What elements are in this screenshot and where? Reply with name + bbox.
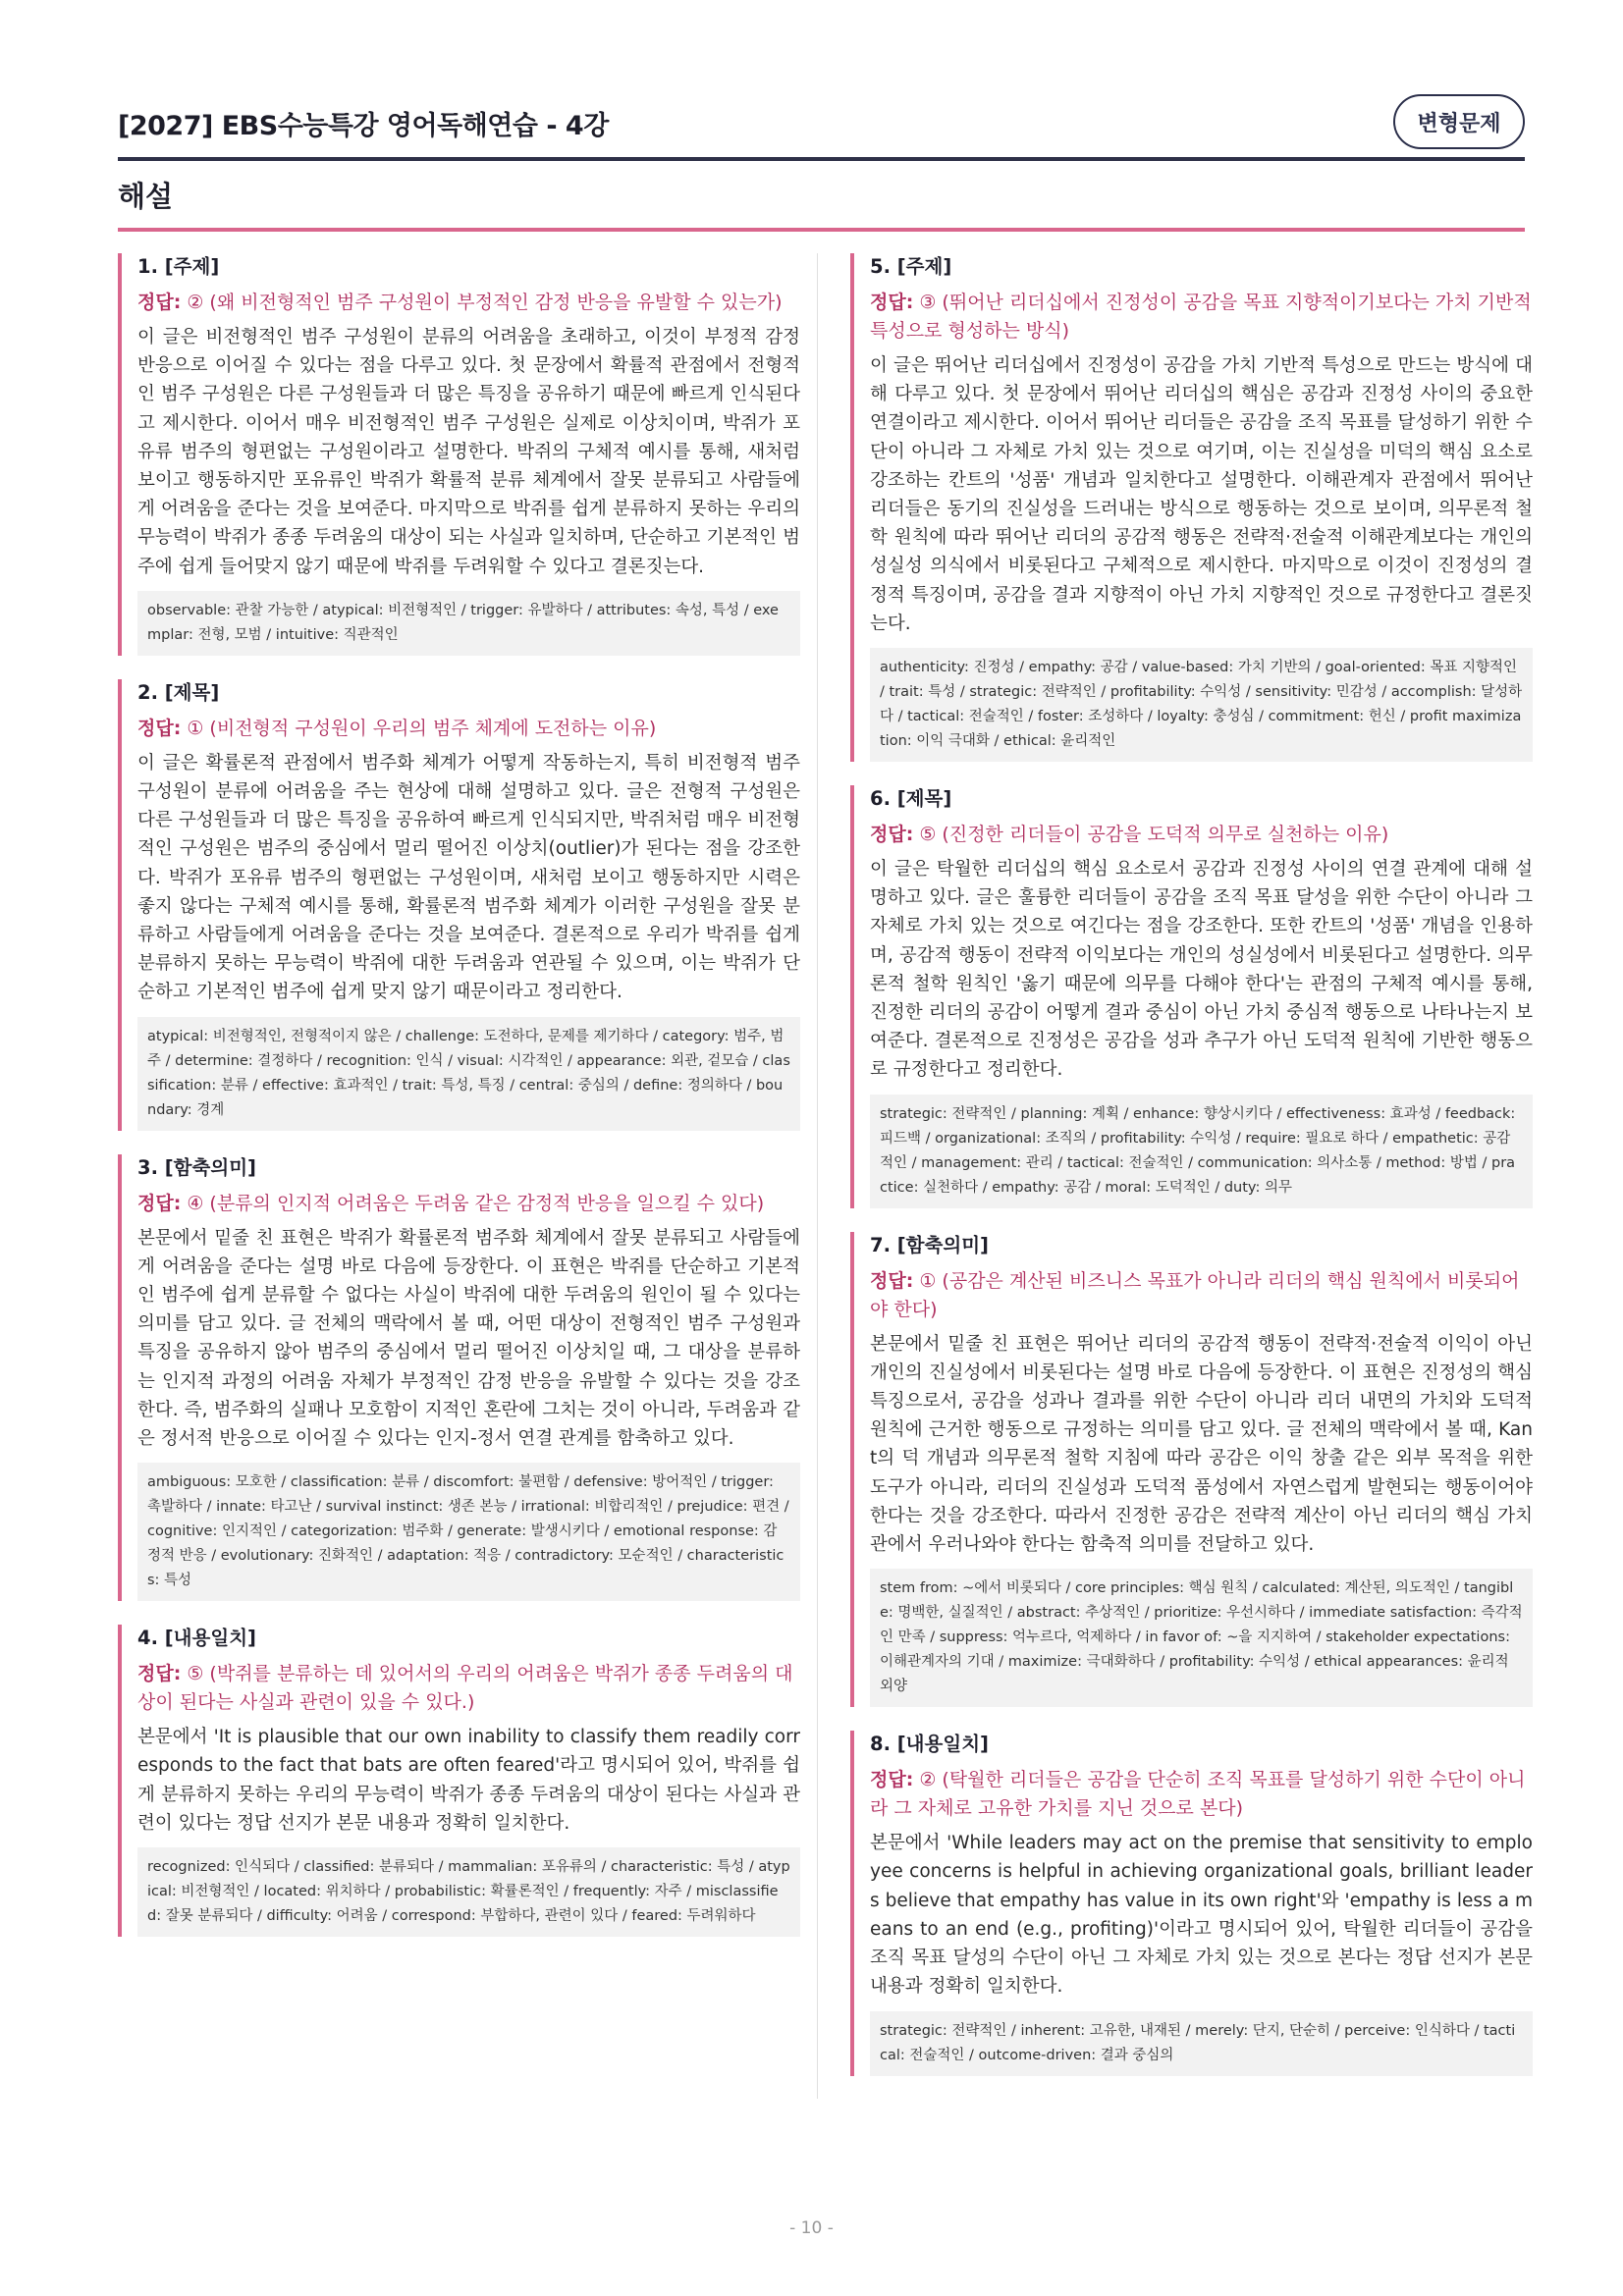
vocab-box: strategic: 전략적인 / inherent: 고유한, 내재된 / merely: 단지, 단순히 / perceive: 인식하다 / tactical: 전술적인 / outcome-driven: 결과 중심의 bbox=[870, 2011, 1533, 2076]
question-title: 5. [주제] bbox=[870, 255, 952, 278]
explanation-text: 이 글은 탁월한 리더십의 핵심 요소로서 공감과 진정성 사이의 연결 관계에 대해 설명하고 있다. 글은 훌륭한 리더들이 공감을 조직 목표 달성을 위한 수단이 아니라 그 자체로 가치 있는 것으로 여긴다는 점을 강조한다. 또한 칸트의 '성품' 개념을 인용하며, 공감적 행동이 전략적 이익보다는 개인의 성실성에서 비롯된다고 설명한다. 의무론적 철학 원칙인 '옳기 때문에 의무를 다해야 한다'는 관점의 구체적 예시를 통해, 진정한 리더의 공감이 어떻게 결과 중심이 아닌 가치 중심적 행동으로 나타나는지 보여준다. 결론적으로 진정성은 공감을 성과 추구가 아닌 도덕적 원칙에 기반한 행동으로 규정한다고 정리한다. bbox=[870, 859, 1533, 1081]
answer-label: 정답: bbox=[870, 1769, 914, 1791]
answer-label: 정답: bbox=[870, 824, 914, 846]
column-divider bbox=[817, 253, 818, 2099]
answer-line bbox=[137, 289, 800, 317]
answer-label: 정답: bbox=[137, 1192, 182, 1214]
vocab-box: atypical: 비전형적인, 전형적이지 않은 / challenge: 도전하다, 문제를 제기하다 / category: 범주, 범주 / determine: 결정하다 / recognition: 인식 / visual: 시각적인 / appearance: 외관, 겉모습 / classification: 분류 / effective: 효과적인 / trait: 특성, 특징 / central: 중심의 / define: 정의하다 / boundary: 경계 bbox=[137, 1017, 800, 1131]
answer-text: ② (왜 비전형적인 범주 구성원이 부정적인 감정 반응을 유발할 수 있는가) bbox=[187, 292, 783, 313]
vocab-box: stem from: ~에서 비롯되다 / core principles: 핵심 원칙 / calculated: 계산된, 의도적인 / tangible: 명백한, 실질적인 / abstract: 추상적인 / prioritize: 우선시하다 / immediate satisfaction: 즉각적인 만족 / suppress: 억누르다, 억제하다 / in favor of: ~을 지지하여 / stakeholder expectations: 이해관계자의 기대 / maximize: 극대화하다 / profitability: 수익성 / ethical appearances: 윤리적 외양 bbox=[870, 1569, 1533, 1707]
answer-text: ② (탁월한 리더들은 공감을 단순히 조직 목표를 달성하기 위한 수단이 아니라 그 자체로 고유한 가치를 지닌 것으로 본다) bbox=[870, 1769, 1526, 1820]
answer-label: 정답: bbox=[137, 717, 182, 739]
explanation-text: 이 글은 뛰어난 리더십에서 진정성이 공감을 가치 기반적 특성으로 만드는 방식에 대해 다루고 있다. 첫 문장에서 뛰어난 리더십의 핵심은 공감과 진정성 사이의 중요한 연결이라고 제시한다. 이어서 뛰어난 리더들은 공감을 조직 목표를 달성하기 위한 수단이 아니라 그 자체로 가치 있는 것으로 여기며, 이는 진실성을 미덕의 핵심 요소로 강조하는 칸트의 '성품' 개념과 일치한다고 설명한다. 이해관계자 관점에서 뛰어난 리더들은 동기의 진실성을 드러내는 방식으로 행동하는 것으로 보이며, 의무론적 철학 원칙에 따라 뛰어난 리더의 공감적 행동은 전략적·전술적 이해관계보다는 개인의 성실성 의식에서 비롯된다고 구체적으로 제시한다. 마지막으로 이것이 진정성의 결정적 특징이며, 공감을 결과 지향적이 아닌 가치 지향적인 것으로 규정한다고 결론짓는다. bbox=[870, 355, 1533, 634]
answer-text: ④ (분류의 인지적 어려움은 두려움 같은 감정적 반응을 일으킬 수 있다) bbox=[187, 1192, 765, 1214]
explanation-text: 본문에서 밑줄 친 표현은 뛰어난 리더의 공감적 행동이 전략적·전술적 이익이 아닌 개인의 진실성에서 비롯된다는 설명 바로 다음에 등장한다. 이 표현은 진정성의 핵심 특징으로서, 공감을 성과나 결과를 위한 수단이 아니라 리더 내면의 가치와 도덕적 원칙에 근거한 행동으로 규정하는 의미를 담고 있다. 글 전체의 맥락에서 볼 때, Kant의 덕 개념과 의무론적 철학 지침에 따라 공감은 이익 창출 같은 외부 목적을 위한 도구가 아니라, 리더의 진실성과 도덕적 품성에서 자연스럽게 발현되는 행동이어야 한다는 것을 강조한다. 따라서 진정한 공감은 전략적 계산이 아닌 리더의 핵심 가치관에서 우러나와야 한다는 함축적 의미를 전달하고 있다. bbox=[870, 1333, 1533, 1556]
section-title: 해설 bbox=[118, 180, 174, 213]
question-3 bbox=[118, 1154, 800, 1602]
answer-line bbox=[870, 1267, 1533, 1324]
answer-label: 정답: bbox=[870, 1269, 914, 1292]
answer-line bbox=[870, 821, 1533, 849]
header-rule bbox=[118, 157, 1525, 161]
explanation-text: 본문에서 'While leaders may act on the premise that sensitivity to employee concerns is helpful in achieving organizational goals, brilliant leaders believe that empathy has value in its own right'와 'empathy is less a means to an end (e.g., profiting)'이라고 명시되어 있어, 탁월한 리더들이 공감을 조직 목표 달성의 수단이 아닌 그 자체로 가치 있는 것으로 본다는 정답 선지가 본문 내용과 정확히 일치한다. bbox=[870, 1833, 1533, 1998]
question-title: 4. [내용일치] bbox=[137, 1627, 256, 1650]
answer-text: ⑤ (박쥐를 분류하는 데 있어서의 우리의 어려움은 박쥐가 종종 두려움의 대상이 된다는 사실과 관련이 있을 수 있다.) bbox=[137, 1663, 793, 1714]
variant-badge: 변형문제 bbox=[1393, 94, 1525, 149]
question-title: 6. [제목] bbox=[870, 787, 952, 811]
question-6 bbox=[850, 785, 1533, 1208]
question-title: 1. [주제] bbox=[137, 255, 220, 278]
answer-label: 정답: bbox=[137, 1663, 182, 1685]
answer-label: 정답: bbox=[137, 292, 182, 313]
left-column bbox=[118, 253, 800, 1960]
vocab-box: authenticity: 진정성 / empathy: 공감 / value-based: 가치 기반의 / goal-oriented: 목표 지향적인 / trait: 특성 / strategic: 전략적인 / profitability: 수익성 / sensitivity: 민감성 / accomplish: 달성하다 / tactical: 전술적인 / foster: 조성하다 / loyalty: 충성심 / commitment: 헌신 / profit maximization: 이익 극대화 / ethical: 윤리적인 bbox=[870, 648, 1533, 762]
section-rule bbox=[118, 228, 1525, 232]
answer-text: ⑤ (진정한 리더들이 공감을 도덕적 의무로 실천하는 이유) bbox=[919, 824, 1389, 846]
explanation-text: 이 글은 비전형적인 범주 구성원이 분류의 어려움을 초래하고, 이것이 부정적 감정 반응으로 이어질 수 있다는 점을 다루고 있다. 첫 문장에서 확률적 관점에서 전형적인 범주 구성원은 다른 구성원들과 더 많은 특징을 공유하기 때문에 빠르게 인식된다고 제시한다. 이어서 매우 비전형적인 범주 구성원은 실제로 이상치이며, 박쥐가 포유류 범주의 형편없는 구성원이라고 설명한다. 박쥐의 구체적 예시를 통해, 새처럼 보이고 행동하지만 포유류인 박쥐가 확률적 분류 체계에서 잘못 분류되고 사람들에게 어려움을 준다는 것을 보여준다. 마지막으로 박쥐를 쉽게 분류하지 못하는 우리의 무능력이 박쥐가 종종 두려움의 대상이 되는 사실과 일치하며, 단순하고 기본적인 범주에 쉽게 들어맞지 않기 때문에 박쥐를 두려워할 수 있다고 결론짓는다. bbox=[137, 327, 800, 577]
vocab-box: observable: 관찰 가능한 / atypical: 비전형적인 / trigger: 유발하다 / attributes: 속성, 특성 / exemplar: 전형, 모범 / intuitive: 직관적인 bbox=[137, 591, 800, 656]
answer-text: ① (비전형적 구성원이 우리의 범주 체계에 도전하는 이유) bbox=[187, 717, 657, 739]
question-title: 7. [함축의미] bbox=[870, 1233, 989, 1256]
question-7 bbox=[850, 1232, 1533, 1708]
answer-line bbox=[137, 1190, 800, 1218]
answer-text: ③ (뛰어난 리더십에서 진정성이 공감을 목표 지향적이기보다는 가치 기반적 특성으로 형성하는 방식) bbox=[870, 292, 1532, 342]
answer-line bbox=[870, 1766, 1533, 1823]
answer-line bbox=[137, 1660, 800, 1717]
question-5 bbox=[850, 253, 1533, 762]
question-title: 2. [제목] bbox=[137, 680, 220, 704]
explanation-text: 이 글은 확률론적 관점에서 범주화 체계가 어떻게 작동하는지, 특히 비전형적 범주 구성원이 분류에 어려움을 주는 현상에 대해 설명하고 있다. 글은 전형적 구성원은 다른 구성원들과 더 많은 특징을 공유하여 빠르게 인식되지만, 박쥐처럼 매우 비전형적인 구성원은 범주의 중심에서 멀리 떨어진 이상치(outlier)가 된다는 점을 강조한다. 박쥐가 포유류 범주의 형편없는 구성원이며, 새처럼 보이고 행동하지만 시력은 좋지 않다는 구체적 예시를 통해, 확률론적 범주화 체계가 이러한 구성원을 잘못 분류하고 사람들에게 어려움을 준다는 것을 보여준다. 결론적으로 우리가 박쥐를 쉽게 분류하지 못하는 무능력이 박쥐에 대한 두려움과 연관될 수 있으며, 이는 박쥐가 단순하고 기본적인 범주에 쉽게 맞지 않기 때문이라고 정리한다. bbox=[137, 752, 800, 1003]
question-4 bbox=[118, 1625, 800, 1937]
document-title: [2027] EBS수능특강 영어독해연습 - 4강 bbox=[118, 111, 609, 141]
page-header bbox=[118, 94, 1525, 157]
answer-line bbox=[870, 289, 1533, 346]
question-8 bbox=[850, 1731, 1533, 2075]
vocab-box: ambiguous: 모호한 / classification: 분류 / discomfort: 불편함 / defensive: 방어적인 / trigger: 촉발하다 / innate: 타고난 / survival instinct: 생존 본능 / irrational: 비합리적인 / prejudice: 편견 / cognitive: 인지적인 / categorization: 범주화 / generate: 발생시키다 / emotional response: 감정적 반응 / evolutionary: 진화적인 / adaptation: 적응 / contradictory: 모순적인 / characteristics: 특성 bbox=[137, 1463, 800, 1601]
explanation-text: 본문에서 밑줄 친 표현은 박쥐가 확률론적 범주화 체계에서 잘못 분류되고 사람들에게 어려움을 준다는 설명 바로 다음에 등장한다. 이 표현은 박쥐를 단순하고 기본적인 범주에 쉽게 분류할 수 없다는 사실이 박쥐에 대한 두려움의 원인이 될 수 있다는 의미를 담고 있다. 글 전체의 맥락에서 볼 때, 어떤 대상이 전형적인 범주 구성원과 특징을 공유하지 않아 범주의 중심에서 멀리 떨어진 이상치일 때, 그 대상을 분류하는 인지적 과정의 어려움 자체가 부정적인 감정 반응을 유발할 수 있다는 것을 강조한다. 즉, 범주화의 실패나 모호함이 지적인 혼란에 그치는 것이 아니라, 두려움과 같은 정서적 반응으로 이어질 수 있다는 인지-정서 연결 관계를 함축하고 있다. bbox=[137, 1227, 800, 1450]
answer-label: 정답: bbox=[870, 292, 914, 313]
explanation-text: 본문에서 'It is plausible that our own inability to classify them readily corresponds to the fact that bats are often feared'라고 명시되어 있어, 박쥐를 쉽게 분류하지 못하는 우리의 무능력이 박쥐가 종종 두려움의 대상이 된다는 사실과 관련이 있다는 정답 선지가 본문 내용과 정확히 일치한다. bbox=[137, 1727, 800, 1834]
question-title: 3. [함축의미] bbox=[137, 1155, 256, 1179]
page-number: - 10 - bbox=[789, 2218, 834, 2238]
vocab-box: strategic: 전략적인 / planning: 계획 / enhance: 향상시키다 / effectiveness: 효과성 / feedback: 피드백 / organizational: 조직의 / profitability: 수익성 / require: 필요로 하다 / empathetic: 공감적인 / management: 관리 / tactical: 전술적인 / communication: 의사소통 / method: 방법 / practice: 실천하다 / empathy: 공감 / moral: 도덕적인 / duty: 의무 bbox=[870, 1095, 1533, 1208]
answer-text: ① (공감은 계산된 비즈니스 목표가 아니라 리더의 핵심 원칙에서 비롯되어야 한다) bbox=[870, 1269, 1520, 1320]
right-column bbox=[850, 253, 1533, 2100]
answer-line bbox=[137, 715, 800, 743]
question-2 bbox=[118, 679, 800, 1131]
question-1 bbox=[118, 253, 800, 656]
question-title: 8. [내용일치] bbox=[870, 1733, 989, 1756]
vocab-box: recognized: 인식되다 / classified: 분류되다 / mammalian: 포유류의 / characteristic: 특성 / atypical: 비전형적인 / located: 위치하다 / probabilistic: 확률론적인 / frequently: 자주 / misclassified: 잘못 분류되다 / difficulty: 어려움 / correspond: 부합하다, 관련이 있다 / feared: 두려워하다 bbox=[137, 1847, 800, 1937]
